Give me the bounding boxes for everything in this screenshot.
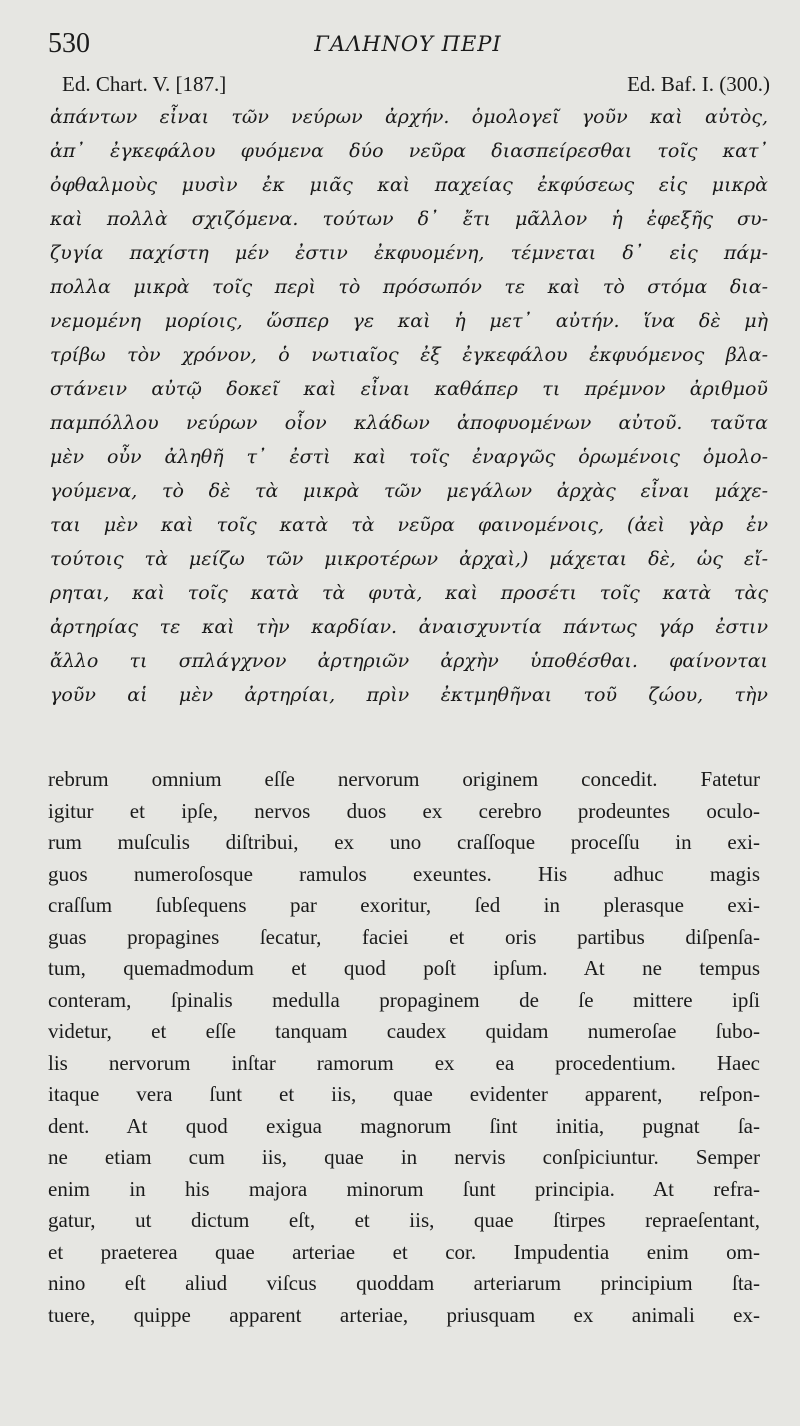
latin-text-line: conteram, ſpinalis medulla propaginem de ſe mittere ipſi bbox=[48, 987, 760, 1012]
greek-text-line: γοῦν αἱ μὲν ἀρτηρίαι, πρὶν ἐκτμηθῆναι τοῦ ζώου, τὴν bbox=[50, 684, 768, 706]
latin-text-line: craſſum ſubſequens par exoritur, ſed in plerasque exi- bbox=[48, 893, 760, 917]
latin-text-line: guas propagines ſecatur, faciei et oris partibus diſpenſa- bbox=[48, 924, 760, 949]
latin-text-line: videtur, et eſſe tanquam caudex quidam numeroſae ſubo- bbox=[48, 1019, 760, 1043]
edition-reference-basel: Ed. Baf. I. (300.) bbox=[627, 72, 770, 96]
latin-text-line: lis nervorum inſtar ramorum ex ea procedentium. Haec bbox=[48, 1050, 760, 1075]
greek-text-line: ἁπάντων εἶναι τῶν νεύρων ἀρχήν. ὁμολογεῖ γοῦν καὶ αὐτὸς, bbox=[50, 106, 768, 128]
edition-reference-chartier: Ed. Chart. V. [187.] bbox=[62, 72, 227, 96]
latin-text-line: itaque vera ſunt et iis, quae evidenter apparent, reſpon- bbox=[48, 1082, 760, 1106]
running-title: ΓΑΛΗΝΟΥ ΠΕΡΙ bbox=[314, 32, 502, 56]
latin-text-line: igitur et ipſe, nervos duos ex cerebro prodeuntes oculo- bbox=[48, 798, 760, 823]
latin-text-line: tuere, quippe apparent arteriae, priusquam ex animali ex- bbox=[48, 1302, 760, 1327]
greek-text-line: μὲν οὖν ἀληθῆ τ᾽ ἐστὶ καὶ τοῖς ἐναργῶς ὁρωμένοις ὁμολο- bbox=[50, 446, 768, 468]
latin-text-line: tum, quemadmodum et quod poſt ipſum. At ne tempus bbox=[48, 956, 760, 980]
greek-text-line: στάνειν αὐτῷ δοκεῖ καὶ εἶναι καθάπερ τι πρέμνον ἀριθμοῦ bbox=[50, 378, 768, 400]
greek-text-line: ζυγία παχίστη μέν ἐστιν ἐκφυομένη, τέμνεται δ᾽ εἰς πάμ- bbox=[50, 242, 768, 264]
edition-reference-line bbox=[62, 72, 770, 100]
latin-text-line: gatur, ut dictum eſt, et iis, quae ſtirpes repraeſentant, bbox=[48, 1208, 760, 1232]
greek-text-line: τούτοις τὰ μείζω τῶν μικροτέρων ἀρχαὶ,) μάχεται δὲ, ὡς εἴ- bbox=[50, 548, 768, 570]
latin-text-line: ne etiam cum iis, quae in nervis conſpiciuntur. Semper bbox=[48, 1145, 760, 1169]
latin-text-line: dent. At quod exigua magnorum ſint initia, pugnat ſa- bbox=[48, 1113, 760, 1138]
greek-text-line: πολλα μικρὰ τοῖς περὶ τὸ πρόσωπόν τε καὶ τὸ στόμα δια- bbox=[50, 276, 768, 298]
latin-text-line: rebrum omnium eſſe nervorum originem concedit. Fatetur bbox=[48, 767, 760, 791]
greek-text-line: τρίβω τὸν χρόνον, ὁ νωτιαῖος ἐξ ἐγκεφάλου ἐκφυόμενος βλα- bbox=[50, 344, 768, 366]
greek-text-line: παμπόλλου νεύρων οἷον κλάδων ἀποφυομένων αὐτοῦ. ταῦτα bbox=[50, 412, 768, 434]
greek-text-line: ἄλλο τι σπλάγχνον ἀρτηριῶν ἀρχὴν ὑποθέσθαι. φαίνονται bbox=[50, 650, 768, 672]
greek-text-line: ἀρτηρίας τε καὶ τὴν καρδίαν. ἀναισχυντία πάντως γάρ ἐστιν bbox=[50, 616, 768, 638]
latin-text-line: et praeterea quae arteriae et cor. Impudentia enim om- bbox=[48, 1239, 760, 1264]
greek-text-block bbox=[50, 100, 768, 712]
greek-text-line: ὀφθαλμοὺς μυσὶν ἐκ μιᾶς καὶ παχείας ἐκφύσεως εἰς μικρὰ bbox=[50, 174, 768, 196]
latin-text-line: rum muſculis diſtribui, ex uno craſſoque proceſſu in exi- bbox=[48, 830, 760, 854]
greek-text-line: ἀπ᾽ ἐγκεφάλου φυόμενα δύο νεῦρα διασπείρεσθαι τοῖς κατ᾽ bbox=[50, 140, 768, 162]
greek-text-line: καὶ πολλὰ σχιζόμενα. τούτων δ᾽ ἔτι μᾶλλον ἡ ἐφεξῆς συ- bbox=[50, 208, 768, 230]
latin-text-block bbox=[48, 764, 760, 1331]
greek-text-line: ται μὲν καὶ τοῖς κατὰ τὰ νεῦρα φαινομένοις, (ἀεὶ γὰρ ἐν bbox=[50, 514, 768, 536]
latin-text-line: guos numeroſosque ramulos exeuntes. His adhuc magis bbox=[48, 861, 760, 886]
greek-text-line: ρηται, καὶ τοῖς κατὰ τὰ φυτὰ, καὶ προσέτι τοῖς κατὰ τὰς bbox=[50, 582, 768, 604]
latin-text-line: nino eſt aliud viſcus quoddam arteriarum principium ſta- bbox=[48, 1271, 760, 1295]
latin-text-line: enim in his majora minorum ſunt principia. At refra- bbox=[48, 1176, 760, 1201]
greek-text-line: νεμομένη μορίοις, ὥσπερ γε καὶ ἡ μετ᾽ αὐτήν. ἵνα δὲ μὴ bbox=[50, 310, 768, 332]
greek-text-line: γούμενα, τὸ δὲ τὰ μικρὰ τῶν μεγάλων ἀρχὰς εἶναι μάχε- bbox=[50, 480, 768, 502]
page-number: 530 bbox=[48, 28, 90, 59]
page-header bbox=[48, 28, 768, 68]
